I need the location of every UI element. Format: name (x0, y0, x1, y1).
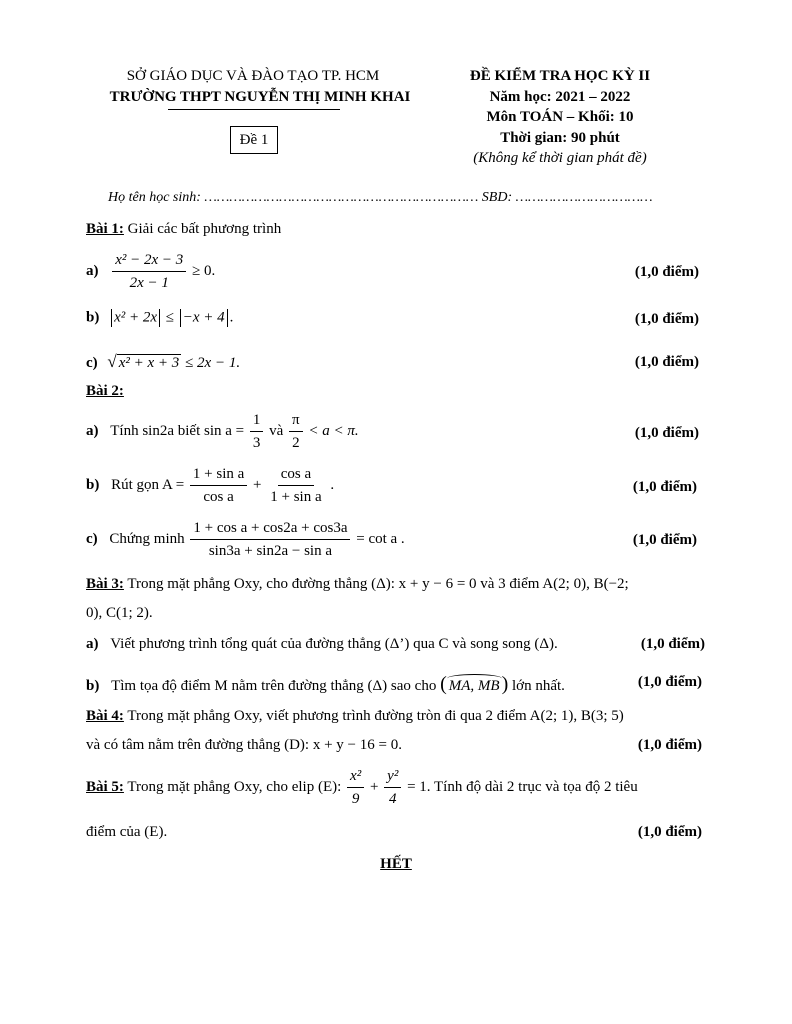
bai2-b-fraction-2 (267, 464, 324, 507)
bai1-a-label: a) (86, 262, 99, 279)
bai2-c (86, 518, 405, 561)
bai3-b-text2: lớn nhất. (512, 678, 565, 694)
bai1-c-rhs: ≤ 2x − 1. (185, 355, 241, 371)
bai5-denominator-2: 4 (388, 791, 397, 807)
bai1-c-label: c) (86, 355, 98, 371)
bai5-fraction-2 (384, 766, 401, 809)
abs-bar-right-2 (227, 309, 228, 327)
bai2-b-denominator-1: cos a (203, 489, 234, 505)
bai2-b-text: Rút gọn A = (111, 476, 185, 493)
bai2-a-pi-numerator: π (289, 410, 303, 432)
bai3-b-angle: MA, MB (448, 678, 500, 694)
bai2-a-numerator: 1 (250, 410, 264, 432)
bai1-c-radicand: x² + x + 3 (118, 355, 180, 371)
bai1-a-rhs: ≥ 0. (192, 262, 216, 279)
bai5-fraction-1 (347, 766, 364, 809)
bai1-a-numerator: x² − 2x − 3 (112, 250, 186, 272)
bai1-b-expr1: x² + 2x (114, 309, 158, 326)
angle-close-paren: ) (501, 673, 509, 695)
abs-bar-left-1 (111, 309, 112, 327)
abs-bar-right-1 (159, 309, 160, 327)
school-name: TRƯỜNG THPT NGUYỄN THỊ MINH KHAI (109, 89, 411, 105)
bai1-c-points: (1,0 điểm) (634, 354, 699, 370)
bai1-b-label: b) (86, 309, 100, 326)
abs-bar-left-2 (180, 309, 181, 327)
bai4-title: Bài 4: (86, 708, 124, 724)
bai4-points: (1,0 điểm) (637, 737, 702, 753)
bai3-line2: 0), C(1; 2). (86, 605, 153, 621)
bai1-a-points: (1,0 điểm) (634, 264, 699, 280)
school-year: Năm học: 2021 – 2022 (489, 89, 631, 105)
bai3-line1 (86, 576, 629, 593)
bai3-b-points: (1,0 điểm) (637, 674, 702, 690)
bai2-title: Bài 2: (86, 383, 124, 399)
student-info-line: Họ tên học sinh: ………………………………………………………… SBD: …………………………… (108, 190, 653, 205)
bai3-a-label: a) (86, 636, 99, 652)
bai5-eq: = 1 (407, 778, 427, 795)
bai3-b (86, 673, 565, 696)
bai5-line2: điểm của (E). (86, 824, 168, 840)
bai2-a-points: (1,0 điểm) (634, 425, 699, 441)
bai2-c-rhs: = cot a . (356, 530, 405, 547)
bai5-numerator-1: x² (347, 766, 364, 788)
bai2-c-label: c) (86, 530, 98, 547)
end-marker: HẾT (380, 856, 412, 872)
bai5-title: Bài 5: (86, 778, 124, 795)
bai3-title: Bài 3: (86, 576, 124, 592)
school-underline (168, 109, 340, 110)
bai4-line2: và có tâm nằm trên đường thẳng (D): x + y − 16 = 0. (86, 737, 402, 753)
time-note: (Không kể thời gian phát đề) (473, 150, 647, 166)
bai2-b-numerator-1: 1 + sin a (190, 464, 247, 486)
bai1-title: Bài 1: (86, 221, 124, 237)
bai1-b-points: (1,0 điểm) (634, 311, 699, 327)
bai3-a (86, 636, 558, 653)
exam-title: ĐỀ KIỂM TRA HỌC KỲ II (469, 68, 651, 84)
bai2-a-fraction (250, 410, 264, 453)
bai2-b-end: . (330, 476, 335, 493)
bai5-numerator-2: y² (384, 766, 401, 788)
bai1-a-denominator: 2x − 1 (129, 275, 169, 291)
bai2-c-fraction (190, 518, 350, 561)
subject-grade: Môn TOÁN – Khối: 10 (486, 109, 634, 125)
bai2-a-tail: < a < π. (308, 422, 359, 439)
bai1-c (86, 352, 240, 372)
bai3-statement: Trong mặt phẳng Oxy, cho đường thẳng (Δ): x + y − 6 = 0 và 3 điểm A(2; 0), B(−2; (127, 576, 629, 592)
bai2-c-numerator: 1 + cos a + cos2a + cos3a (190, 518, 350, 540)
bai2-c-text: Chứng minh (109, 530, 185, 547)
bai4-statement: Trong mặt phẳng Oxy, viết phương trình đường tròn đi qua 2 điểm A(2; 1), B(3; 5) (127, 708, 624, 724)
bai2-b-numerator-2: cos a (278, 464, 314, 486)
bai2-c-denominator: sin3a + sin2a − sin a (208, 543, 333, 559)
bai1-b (86, 309, 233, 327)
bai3-a-text: Viết phương trình tổng quát của đường thẳng (Δ’) qua C và song song (Δ). (110, 636, 558, 652)
bai5-points: (1,0 điểm) (637, 824, 702, 840)
bai5-denominator-1: 9 (351, 791, 360, 807)
bai2-c-points: (1,0 điểm) (632, 532, 697, 548)
bai1-a-fraction (112, 250, 186, 293)
bai1-b-expr2: −x + 4 (182, 309, 225, 326)
bai2-a-label: a) (86, 422, 99, 439)
bai1-heading (86, 221, 281, 238)
bai2-a-va: và (269, 422, 284, 439)
angle-open-paren: ( (440, 673, 447, 695)
bai2-b-points: (1,0 điểm) (632, 479, 697, 495)
bai2-b-label: b) (86, 476, 100, 493)
bai2-a-denominator: 3 (252, 435, 261, 451)
bai2-b-fraction-1 (190, 464, 247, 507)
bai5-plus: + (369, 778, 379, 795)
bai3-b-label: b) (86, 678, 100, 694)
bai2-b (86, 464, 334, 507)
bai2-a-pi-fraction (289, 410, 303, 453)
bai4-line1 (86, 708, 624, 725)
bai5-text1: Trong mặt phẳng Oxy, cho elip (E): (127, 778, 342, 795)
bai3-a-points: (1,0 điểm) (640, 636, 705, 652)
bai2-a-pi-denominator: 2 (292, 435, 300, 451)
exam-code-box: Đề 1 (230, 126, 278, 154)
bai1-b-ineq: ≤ (165, 309, 175, 326)
bai1-intro: Giải các bất phương trình (127, 221, 282, 237)
bai2-a (86, 410, 359, 453)
bai2-b-denominator-2: 1 + sin a (270, 489, 322, 505)
bai2-a-text: Tính sin2a biết sin a = (110, 422, 245, 439)
time-limit: Thời gian: 90 phút (500, 130, 620, 146)
bai1-b-end: . (229, 309, 234, 326)
bai5-text2: . Tính độ dài 2 trục và tọa độ 2 tiêu (426, 778, 638, 795)
bai1-a (86, 250, 215, 293)
bai5-line1 (86, 766, 638, 809)
department-name: SỞ GIÁO DỤC VÀ ĐÀO TẠO TP. HCM (126, 68, 380, 84)
sqrt-symbol: √ (107, 352, 117, 371)
bai2-b-plus: + (253, 476, 262, 493)
bai3-b-text1: Tìm tọa độ điểm M nằm trên đường thẳng (Δ) sao cho (111, 678, 437, 694)
